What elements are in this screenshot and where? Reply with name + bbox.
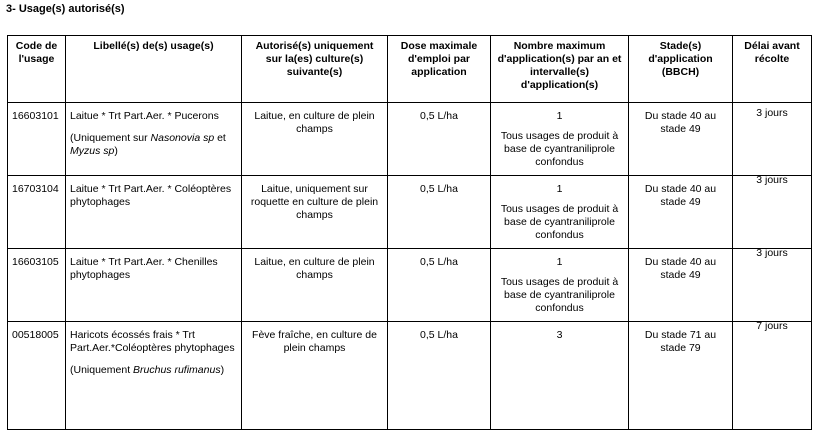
cell-dose: 0,5 L/ha	[388, 176, 491, 249]
table-row	[8, 103, 812, 176]
cell-code: 00518005	[8, 322, 66, 430]
libelle-text: Laitue * Trt Part.Aer. * Pucerons	[70, 110, 219, 122]
table-row	[8, 249, 812, 322]
usage-restriction-note	[70, 364, 237, 377]
usages-table	[7, 35, 812, 430]
cell-cultures: Laitue, en culture de plein champs	[242, 249, 388, 322]
note-prefix: (Uniquement sur	[70, 132, 151, 144]
cell-cultures: Fève fraîche, en culture de plein champs	[242, 322, 388, 430]
cell-delai	[733, 322, 812, 430]
cell-cultures: Laitue, en culture de plein champs	[242, 103, 388, 176]
header-nombre: Nombre maximum d'application(s) par an et intervalle(s) d'application(s)	[491, 36, 629, 103]
cell-stade: Du stade 40 au stade 49	[629, 176, 733, 249]
header-libelle: Libellé(s) de(s) usage(s)	[66, 36, 242, 103]
nombre-note: Tous usages de produit à base de cyantraniliprole confondus	[500, 130, 619, 168]
cell-code: 16603101	[8, 103, 66, 176]
delai-value: 7 jours	[756, 320, 788, 332]
cell-dose: 0,5 L/ha	[388, 322, 491, 430]
table-row	[8, 322, 812, 430]
delai-value: 3 jours	[756, 247, 788, 259]
nombre-note: Tous usages de produit à base de cyantraniliprole confondus	[500, 276, 619, 314]
nombre-value: 1	[556, 256, 563, 268]
header-dose: Dose maximale d'emploi par application	[388, 36, 491, 103]
cell-delai	[733, 176, 812, 249]
cell-delai	[733, 249, 812, 322]
cell-code: 16703104	[8, 176, 66, 249]
note-suffix: )	[114, 145, 118, 157]
cell-dose: 0,5 L/ha	[388, 249, 491, 322]
usage-restriction-note	[70, 132, 237, 158]
cell-stade: Du stade 40 au stade 49	[629, 249, 733, 322]
nombre-note: Tous usages de produit à base de cyantraniliprole confondus	[500, 203, 619, 241]
note-species: Nasonovia sp	[150, 132, 215, 144]
cell-libelle	[66, 103, 242, 176]
cell-stade: Du stade 40 au stade 49	[629, 103, 733, 176]
cell-nombre	[491, 322, 629, 430]
note-prefix: (Uniquement	[70, 364, 134, 376]
header-row	[8, 36, 812, 103]
table-row	[8, 176, 812, 249]
cell-cultures: Laitue, uniquement sur roquette en culture de plein champs	[242, 176, 388, 249]
nombre-value: 1	[556, 183, 563, 195]
header-cultures: Autorisé(s) uniquement sur la(es) culture(s) suivante(s)	[242, 36, 388, 103]
header-stade: Stade(s) d'application (BBCH)	[629, 36, 733, 103]
cell-stade: Du stade 71 au stade 79	[629, 322, 733, 430]
libelle-text: Haricots écossés frais * Trt Part.Aer.*Coléoptères phytophages	[70, 329, 235, 354]
nombre-value: 3	[556, 329, 563, 341]
cell-libelle	[66, 322, 242, 430]
header-code: Code de l'usage	[8, 36, 66, 103]
cell-nombre	[491, 176, 629, 249]
cell-nombre	[491, 249, 629, 322]
cell-delai: 3 jours	[733, 103, 812, 176]
header-delai: Délai avant récolte	[733, 36, 812, 103]
cell-dose: 0,5 L/ha	[388, 103, 491, 176]
cell-libelle: Laitue * Trt Part.Aer. * Chenilles phytophages	[66, 249, 242, 322]
cell-code: 16603105	[8, 249, 66, 322]
note-suffix: )	[220, 364, 225, 376]
cell-libelle: Laitue * Trt Part.Aer. * Coléoptères phytophages	[66, 176, 242, 249]
nombre-value: 1	[556, 110, 563, 122]
note-species: Myzus sp	[70, 145, 115, 157]
cell-nombre	[491, 103, 629, 176]
delai-value: 3 jours	[756, 174, 788, 186]
note-species: Bruchus rufimanus	[133, 364, 221, 376]
section-heading: 3- Usage(s) autorisé(s)	[6, 3, 125, 15]
note-mid: et	[214, 132, 226, 144]
